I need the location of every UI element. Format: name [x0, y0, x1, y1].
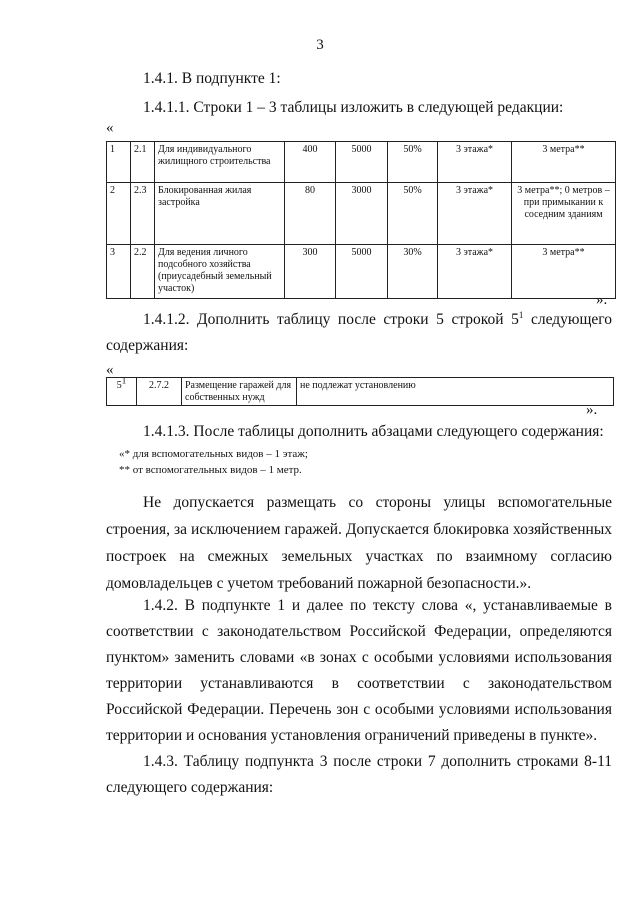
paragraph-line: построек на смежных земельных участках по взаимному согласию — [106, 548, 612, 565]
cell-name: Размещение гаражей для собственных нужд — [182, 378, 297, 406]
quote-open-2: « — [106, 362, 114, 378]
clause-1-4-3 — [106, 749, 612, 801]
cell-floors: 3 этажа* — [438, 142, 512, 183]
cell-num: 2 — [107, 183, 131, 245]
footnote-2: ** от вспомогательных видов – 1 метр. — [119, 464, 302, 476]
cell-floors: 3 этажа* — [438, 183, 512, 245]
paragraph-line: Не допускается размещать со стороны улицы вспомогательные — [143, 494, 612, 511]
cell-min-area: 400 — [285, 142, 336, 183]
quote-close-1: ». — [596, 292, 608, 308]
cell-name: Блокированная жилая застройка — [155, 183, 285, 245]
clause-1-4-1-2 — [143, 309, 612, 331]
cell-code: 2.3 — [131, 183, 155, 245]
paragraph-line: соответствии с законодательством Российской Федерации, определяются — [106, 623, 612, 640]
cell-name: Для ведения личного подсобного хозяйства (приусадебный земельный участок) — [155, 245, 285, 299]
cell-percent: 50% — [388, 183, 438, 245]
cell-value: не подлежат установлению — [297, 378, 614, 406]
table-row — [107, 142, 616, 183]
cell-num: 1 — [107, 142, 131, 183]
paragraph-line: строения, за исключением гаражей. Допускается блокировка хозяйственных — [106, 521, 612, 538]
paragraph-line: Российской Федерации. Перечень зон с особыми условиями использования — [106, 701, 612, 718]
page-number: 3 — [316, 37, 324, 53]
paragraph-restrictions — [106, 489, 612, 597]
cell-distance: 3 метра** — [512, 142, 616, 183]
table-row — [107, 245, 616, 299]
clause-1-4-2 — [106, 593, 612, 749]
clause-1-4-1-1: 1.4.1.1. Строки 1 – 3 таблицы изложить в следующей редакции: — [143, 99, 564, 116]
table-row-5-1 — [106, 377, 614, 406]
table-rows-1-3 — [106, 141, 616, 299]
cell-num: 3 — [107, 245, 131, 299]
cell-num-text: 5 — [116, 380, 122, 391]
cell-max-area: 5000 — [336, 142, 388, 183]
clause-1-4-1-3: 1.4.1.3. После таблицы дополнить абзацами следующего содержания: — [143, 423, 604, 440]
paragraph-line: территории и основания установления ограничений приведены в пункте». — [106, 727, 598, 744]
clause-1-4-1-2-cont: содержания: — [106, 337, 189, 354]
cell-code: 2.1 — [131, 142, 155, 183]
cell-percent: 30% — [388, 245, 438, 299]
quote-close-2: ». — [586, 402, 598, 418]
cell-min-area: 80 — [285, 183, 336, 245]
paragraph-line: территории устанавливаются в соответствии с законодательством — [106, 675, 612, 692]
cell-max-area: 3000 — [336, 183, 388, 245]
paragraph-line: 1.4.2. В подпункте 1 и далее по тексту слова «, устанавливаемые в — [143, 597, 612, 614]
cell-code: 2.7.2 — [137, 378, 182, 406]
cell-max-area: 5000 — [336, 245, 388, 299]
paragraph-line: домовладельцев с учетом требований пожарной безопасности.». — [106, 575, 532, 592]
table-row — [107, 183, 616, 245]
cell-distance: 3 метра** — [512, 245, 616, 299]
paragraph-line: 1.4.3. Таблицу подпункта 3 после строки 7 дополнить строками 8-11 — [143, 753, 612, 770]
quote-open-1: « — [106, 120, 114, 136]
footnote-1: «* для вспомогательных видов – 1 этаж; — [119, 448, 308, 460]
cell-code: 2.2 — [131, 245, 155, 299]
cell-num-sup: 1 — [121, 377, 127, 386]
cell-name: Для индивидуального жилищного строительства — [155, 142, 285, 183]
paragraph-line: следующего содержания: — [106, 779, 274, 796]
table-row — [107, 378, 614, 406]
clause-1-4-1-2-text-b: следующего — [523, 311, 612, 328]
paragraph-line: пунктом» заменить словами «в зонах с особыми условиями использования — [106, 649, 612, 666]
clause-1-4-1-2-sup: 1 — [518, 309, 524, 320]
cell-min-area: 300 — [285, 245, 336, 299]
cell-num — [107, 378, 137, 406]
clause-1-4-1: 1.4.1. В подпункте 1: — [143, 70, 281, 87]
clause-1-4-1-2-text-a: 1.4.1.2. Дополнить таблицу после строки 5 строкой 5 — [143, 311, 519, 328]
cell-floors: 3 этажа* — [438, 245, 512, 299]
cell-distance: 3 метра**; 0 метров – при примыкании к соседним зданиям — [512, 183, 616, 245]
cell-percent: 50% — [388, 142, 438, 183]
